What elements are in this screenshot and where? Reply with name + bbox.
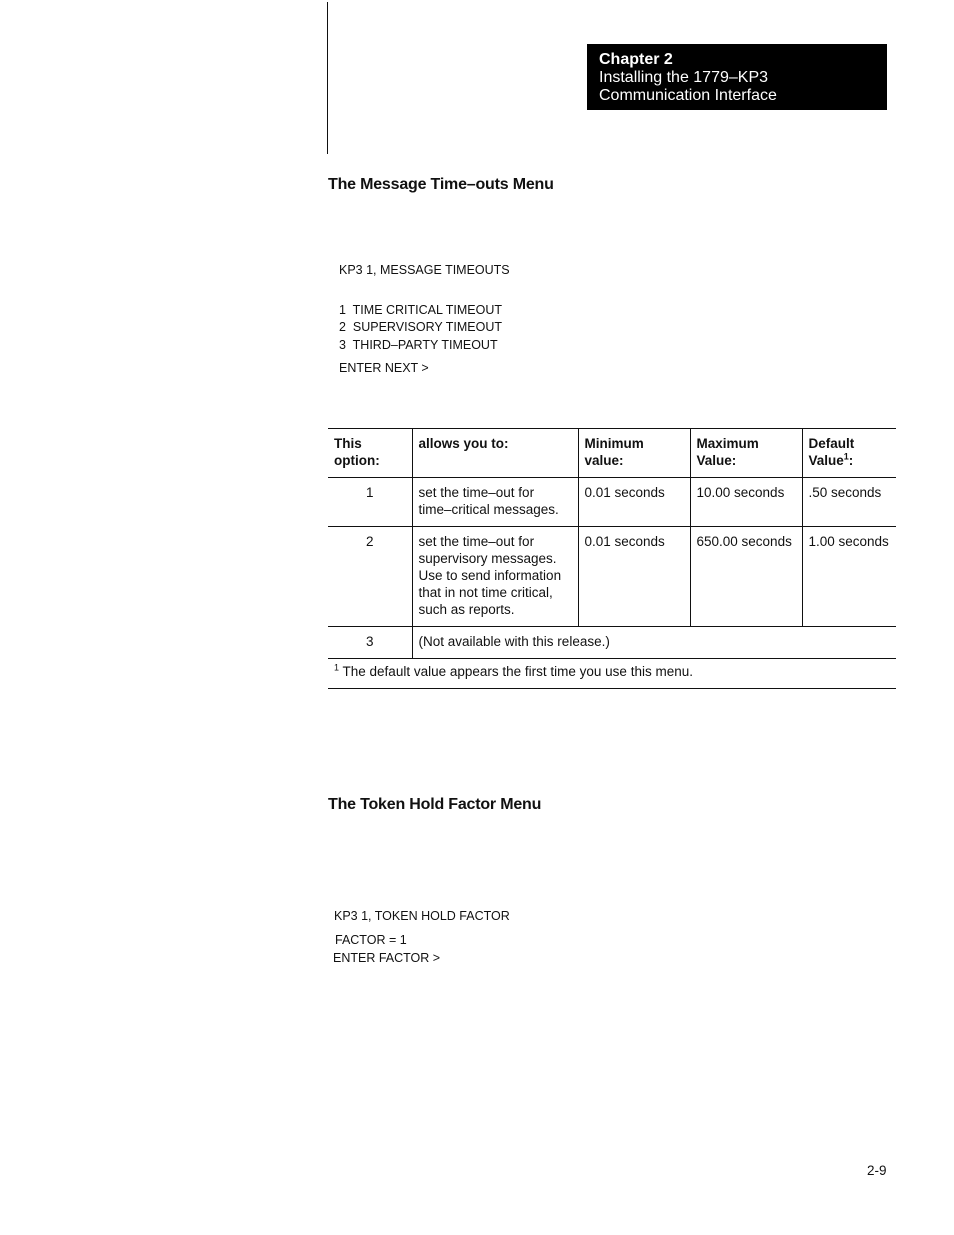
row-note: (Not available with this release.) [412, 627, 896, 659]
screen-prompt-next: ENTER NEXT > [339, 361, 429, 375]
header-option: This option: [334, 436, 380, 468]
chapter-title-line2: Communication Interface [599, 87, 777, 104]
menu-item-2: 2 SUPERVISORY TIMEOUT [339, 320, 503, 334]
screen-title-message-timeouts: KP3 1, MESSAGE TIMEOUTS [339, 263, 510, 277]
screen-factor-value: FACTOR = 1 [335, 933, 407, 947]
screen-prompt-factor: ENTER FACTOR > [333, 951, 441, 965]
row-option: 3 [365, 634, 374, 649]
page-number: 2-9 [867, 1163, 887, 1178]
table-row [328, 527, 896, 627]
row-allows: set the time–out for supervisory messages. Use to send information that in not time critical, such as reports. [412, 527, 578, 627]
row-allows: set the time–out for time–critical messages. [412, 478, 578, 527]
margin-rule [327, 2, 328, 154]
table-footnote: $^1$ The default value appears the first time you use this menu. [334, 662, 693, 679]
row-option: 2 [365, 534, 374, 549]
row-default: 1.00 seconds [802, 527, 896, 627]
table-row [328, 627, 896, 659]
row-default: .50 seconds [802, 478, 896, 527]
row-option: 1 [365, 485, 374, 500]
table-footnote-row [328, 659, 896, 689]
row-minimum: 0.01 seconds [578, 478, 690, 527]
menu-item-3: 3 THIRD–PARTY TIMEOUT [339, 338, 498, 352]
section-heading-token-hold: The Token Hold Factor Menu [328, 796, 542, 813]
section-heading-message-timeouts: The Message Time–outs Menu [328, 176, 554, 193]
header-default: Default Value$^1$: [802, 429, 896, 478]
header-allows: allows you to: [412, 429, 578, 478]
row-maximum: 10.00 seconds [690, 478, 802, 527]
chapter-title-line1: Installing the 1779–KP3 [599, 69, 769, 86]
chapter-header [587, 44, 887, 110]
table-header-row [328, 429, 896, 478]
row-maximum: 650.00 seconds [690, 527, 802, 627]
row-minimum: 0.01 seconds [578, 527, 690, 627]
chapter-label: Chapter 2 [599, 51, 673, 68]
table-row [328, 478, 896, 527]
header-minimum: Minimum value: [578, 429, 690, 478]
header-maximum: Maximum Value: [690, 429, 802, 478]
menu-item-1: 1 TIME CRITICAL TIMEOUT [339, 303, 502, 317]
timeout-options-table [328, 428, 896, 689]
screen-title-token-hold: KP3 1, TOKEN HOLD FACTOR [334, 909, 510, 923]
